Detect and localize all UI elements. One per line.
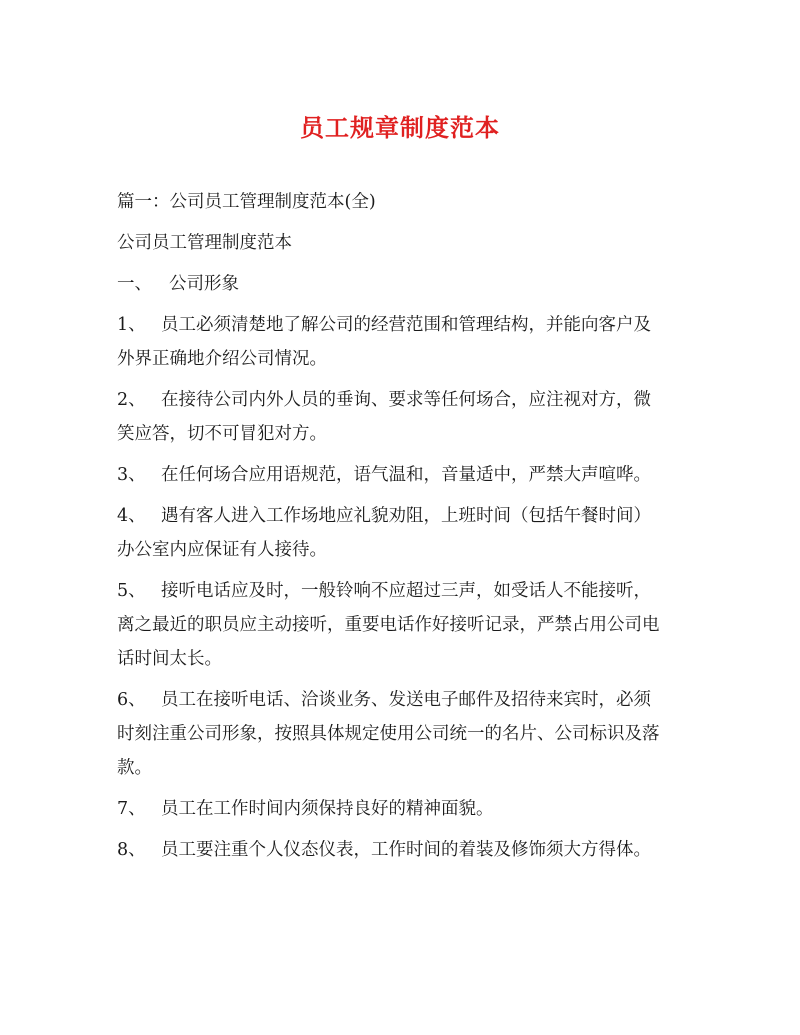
section-subtitle: 公司员工管理制度范本 [117,233,292,253]
rule-first-line [117,499,692,533]
rule-number: 7、 [117,799,146,819]
rule-item [117,458,692,492]
rule-first-line [117,458,692,492]
rule-continuation-line [117,717,692,751]
rule-number: 3、 [117,465,146,485]
rule-item [117,499,692,567]
rule-continuation-line [117,417,692,451]
rule-item [117,833,692,867]
rule-continuation-line [117,533,692,567]
rule-first-line [117,683,692,717]
rule-text: 员工在工作时间内须保持良好的精神面貌。 [161,799,494,819]
rule-first-line [117,792,692,826]
rule-number: 8、 [117,840,146,860]
rule-first-line [117,308,692,342]
rule-continuation-line [117,642,692,676]
rule-first-line [117,574,692,608]
rule-text: 遇有客人进入工作场地应礼貌劝阻，上班时间（包括午餐时间） [161,506,651,526]
rule-list [117,308,692,867]
rule-number: 6、 [117,690,146,710]
rule-continuation-line [117,342,692,376]
rule-item [117,792,692,826]
rule-text: 员工要注重个人仪态仪表，工作时间的着装及修饰须大方得体。 [161,840,651,860]
rule-continuation-line [117,751,692,785]
section-number: 一、 [117,274,152,294]
rule-number: 2、 [117,390,146,410]
rule-text: 在接待公司内外人员的垂询、要求等任何场合，应注视对方，微 [161,390,651,410]
rule-number: 4、 [117,506,146,526]
document-title: 员工规章制度范本 [300,113,500,142]
chapter-heading: 篇一：公司员工管理制度范本(全) [117,192,376,212]
rule-first-line [117,383,692,417]
rule-item [117,683,692,785]
rule-item [117,574,692,676]
rule-text: 办公室内应保证有人接待。 [117,540,327,560]
rule-item [117,383,692,451]
document-body [117,185,692,874]
rule-text: 款。 [117,758,152,778]
rule-number: 1、 [117,315,146,335]
rule-text: 员工必须清楚地了解公司的经营范围和管理结构，并能向客户及 [161,315,651,335]
rule-item [117,308,692,376]
section-heading [117,267,692,301]
rule-text: 员工在接听电话、洽谈业务、发送电子邮件及招待来宾时，必须 [161,690,651,710]
rule-first-line [117,833,692,867]
rule-text: 时刻注重公司形象，按照具体规定使用公司统一的名片、公司标识及落 [117,724,660,744]
rule-text: 笑应答，切不可冒犯对方。 [117,424,327,444]
section-text: 公司形象 [169,274,239,294]
rule-continuation-line [117,608,692,642]
rule-text: 外界正确地介绍公司情况。 [117,349,327,369]
rule-text: 话时间太长。 [117,649,222,669]
rule-text: 接听电话应及时，一般铃响不应超过三声，如受话人不能接听， [161,581,651,601]
rule-number: 5、 [117,581,146,601]
rule-text: 在任何场合应用语规范，语气温和，音量适中，严禁大声喧哗。 [161,465,651,485]
rule-text: 离之最近的职员应主动接听，重要电话作好接听记录，严禁占用公司电 [117,615,660,635]
